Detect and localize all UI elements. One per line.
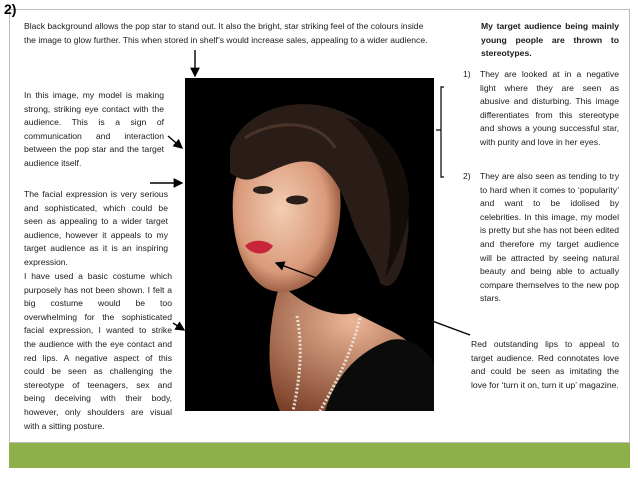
stereotype-text: They are looked at in a negative light where they are seen as abusive and disturbing. This image differentiates from this stereotype and shows a young successful star, with purity and love in her eyes. xyxy=(480,69,619,147)
eye-contact-note: In this image, my model is making strong, striking eye contact with the audience. This is a sign of communication and interaction between the pop star and the target audience itself. xyxy=(24,90,164,168)
slide-number: 2) xyxy=(4,1,17,17)
stereotype-text: They are also seen as tending to try to hard when it comes to ‘popularity’ and want to be idolised by celebrities. In this image, my model is pretty but she has not been edited and therefore my target audience will be attracted by seeing natural beauty and being able to actually compare themselves to the new pop stars. xyxy=(480,171,619,304)
target-audience-heading: My target audience being mainly young people are thrown to stereotypes. xyxy=(481,21,619,59)
red-lips-note: Red outstanding lips to appeal to target audience. Red connotates love and could be seen as imitating the love for ‘turn it on, turn it up’ magazine. xyxy=(471,339,619,390)
bracket-stereotype-1 xyxy=(441,87,444,177)
stereotype-number: 2) xyxy=(463,171,471,181)
arrow-red-lips xyxy=(276,263,470,335)
stereotype-number: 1) xyxy=(463,69,471,79)
arrow-costume xyxy=(173,323,184,330)
facial-expression-note: The facial expression is very serious and sophisticated, which could be seen as appealing to a wider target audience, however it appeals to my target audience as it is an inspiring expression. xyxy=(24,189,168,267)
costume-note: I have used a basic costume which purposely has not been shown. I felt a big costume would be too overwhelming for the sophisticated facial expression, I wanted to strike the audience with the eye contact and red lips. A negative aspect of this could be seen as challenging the stereotype of teenagers, sex and being deceiving with their body, however, only shoulders are visual with a sitting posture. xyxy=(24,271,172,431)
arrow-eye-contact xyxy=(168,136,182,148)
background-note: Black background allows the pop star to stand out. It also the bright, star striking feel of the colours inside the image to glow further. This when stored in shelf’s would increase sales, appealing to a wider audience. xyxy=(24,21,428,45)
